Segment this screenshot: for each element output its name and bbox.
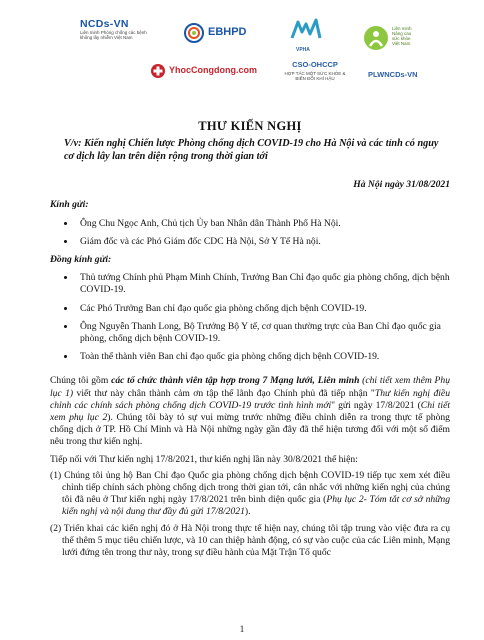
n1-a: (1) Chúng tôi ủng hộ Ban Chỉ đạo Quốc gia phòng chống dịch bệnh COVID-19 tiếp tục xem xét điều chỉnh tiếp chính sách phòng chống dịch trong thời gian tới, cân nhắc với những kiến nghị của chúng tôi đã nêu ở Thư kiến nghị ngày 17/8/2021 trên bình diện quốc gia ( <box>50 469 450 506</box>
logo-header <box>0 0 484 108</box>
cso-name: CSO-OHCCP <box>292 60 338 69</box>
cso-sub1: HỢP TÁC MỘT SỨC KHỎE & <box>284 71 346 76</box>
letter-subject: V/v: Kiến nghị Chiến lược Phòng chống dịch COVID-19 cho Hà Nội và các tỉnh có nguy cơ dịch lây lan trên diện rộng trong thời gian tới <box>64 138 439 162</box>
n1-b: Phụ lục 2- Tóm tắt cơ sở những kiến nghị và nội dung thư đầy đủ gửi 17/8/2021 <box>62 494 451 518</box>
vpha-icon <box>288 18 324 42</box>
letter-body <box>50 120 450 559</box>
vpha-logo <box>288 18 328 54</box>
p1-e: Thư kiến nghị điều chỉnh các chính sách phòng chống dịch COVID-19 trước tình hình mới <box>50 387 450 411</box>
letter-date: Hà Nội ngày 31/08/2021 <box>353 179 450 191</box>
ebhpd-name: EBHPD <box>208 26 247 38</box>
p1-c: (chi tiết xem thêm Phụ lục 1) <box>50 375 450 399</box>
list-item: • Ông Nguyễn Thanh Long, Bộ Trưởng Bộ Y tế, cơ quan thường trực của Ban Chỉ đạo quốc gia phòng, chống dịch bệnh COVID-19. <box>76 321 450 345</box>
green-alliance-logo <box>362 24 432 58</box>
dong-kinh-gui-label: Đồng kính gửi: <box>50 254 112 266</box>
p1-f: " gửi ngày 17/8/2021 ( <box>331 399 421 411</box>
yhoc-logo <box>150 62 260 82</box>
dong-kinh-gui-list <box>50 272 450 363</box>
letter-title: THƯ KIẾN NGHỊ <box>198 119 302 133</box>
numbered-item-2: (2) Triển khai các kiến nghị đó ở Hà Nội trong thực tế hiện nay, chúng tôi tập trung vào việc đưa ra cụ thể thêm 5 mục tiêu chiến lược, và 10 can thiệp hành động, có sự vào cuộc của các Liên minh, Mạng lưới đứng tên trong thư này, trong sự điều hành của Mặt Trận Tổ quốc <box>50 522 450 559</box>
p1-a: Chúng tôi gồm <box>50 375 112 387</box>
p1-b: các tổ chức thành viên tập hợp trong 7 Mạng lưới, Liên minh <box>111 375 360 387</box>
cso-sub2: BIẾN ĐỔI KHÍ HẬU <box>295 76 335 81</box>
vpha-name: VPHA <box>296 47 310 53</box>
kinh-gui-list <box>50 218 450 248</box>
numbered-item-1 <box>50 470 450 519</box>
n1-c: ). <box>244 506 251 518</box>
ncds-sub1: Liên minh Phòng chống các bệnh <box>80 30 147 35</box>
p1-g: Chi tiết xem phụ lục 2 <box>50 399 450 424</box>
ebhpd-icon <box>183 22 205 44</box>
intro-paragraph <box>50 375 450 448</box>
green-sub4: Việt Nam <box>392 41 411 46</box>
ncds-sub2: không lây nhiễm Việt Nam <box>80 35 133 40</box>
cso-logo <box>270 60 360 81</box>
green-alliance-icon <box>362 24 390 52</box>
yhoc-icon <box>150 63 166 79</box>
ncds-logo <box>80 18 160 40</box>
plw-name: PLWNCDs-VN <box>368 70 418 79</box>
ebhpd-logo <box>183 22 263 44</box>
green-sub3: sức khỏe <box>392 36 411 41</box>
list-item: • Thủ tướng Chính phủ Phạm Minh Chính, Trưởng Ban Chỉ đạo quốc gia phòng chống, dịch bệnh COVID-19. <box>76 272 450 296</box>
ncds-name: NCDs-VN <box>80 18 129 30</box>
list-item: • Toàn thể thành viên Ban chỉ đạo quốc gia phòng chống dịch bệnh COVID-19. <box>76 351 450 363</box>
kinh-gui-label: Kính gửi: <box>50 199 89 211</box>
p1-h: ). Chúng tôi bày tỏ sự vui mừng trước những điều chỉnh diễn ra trong thực tế phòng chống dịch ở TP. Hồ Chí Minh và Hà Nội những ngày gần đây đã thể hiện tương đối với một số điểm nêu trong thư kiến nghị. <box>50 412 450 448</box>
plw-logo <box>368 70 458 79</box>
green-sub2: Nâng cao <box>392 31 412 36</box>
green-sub1: Liên minh <box>392 26 412 31</box>
page-number: 1 <box>239 624 245 634</box>
list-item: • Ông Chu Ngọc Anh, Chủ tịch Ủy ban Nhân dân Thành Phố Hà Nội. <box>76 218 450 230</box>
yhoc-name: YhocCongdong.com <box>169 65 257 75</box>
list-item: • Các Phó Trưởng Ban chỉ đạo quốc gia phòng chống dịch bệnh COVID-19. <box>76 303 450 315</box>
list-item: • Giám đốc và các Phó Giám đốc CDC Hà Nội, Sở Y Tế Hà nội. <box>76 236 450 248</box>
p1-d: viết thư này chân thành cảm ơn tập thể lãnh đạo Chính phủ đã tiếp nhận " <box>73 387 375 399</box>
follow-up-paragraph: Tiếp nối với Thư kiến nghị 17/8/2021, thư kiến nghị lần này 30/8/2021 thể hiện: <box>50 453 358 465</box>
